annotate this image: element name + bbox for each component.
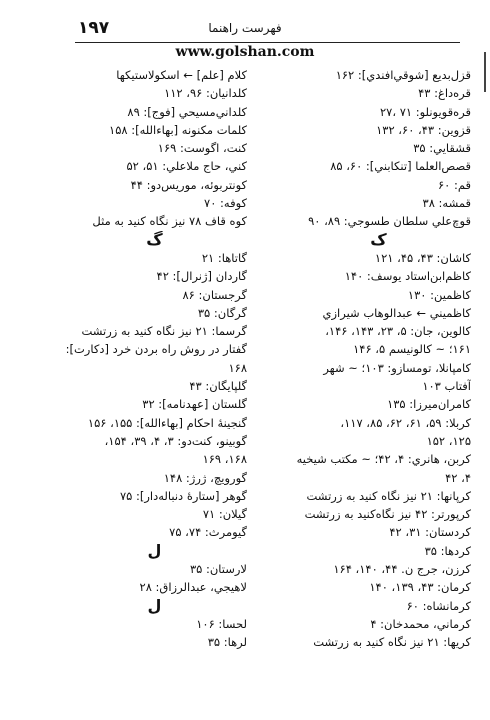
index-entry: گرسما: ۲۱ نيز نگاه كنيد به زرتشت [81, 324, 247, 339]
header-divider [75, 42, 460, 43]
index-entry: گلستان [عهدنامه]: ۳۲ [142, 397, 247, 412]
site-url: www.golshan.com [175, 44, 315, 60]
index-entry: كامپانلا، تومسازو: ۱۰۳؛ ~ شهر [323, 360, 471, 375]
index-entry: كردها: ۳۵ [424, 543, 471, 558]
index-entry: كرمان: ۴۳، ۱۳۹، ۱۴۰ [369, 580, 471, 595]
index-entry: گوبينو، كنت‌دو: ۳، ۴، ۳۹، ۱۵۴، [104, 433, 247, 448]
index-entry: ۱۶۱؛ ~ كالونيسم ۵، ۱۴۶ [353, 342, 471, 357]
index-entry: كنت، اگوست: ۱۶۹ [157, 141, 247, 156]
index-entry: گيومرث: ۷۴، ۷۵ [169, 525, 247, 540]
index-entry: كرماني، محمدخان: ۴ [370, 616, 471, 631]
index-entry: گلپايگان: ۴۳ [189, 379, 247, 394]
index-entry: قزل‌بديع [شوقي‌افندي]: ۱۶۲ [335, 68, 471, 82]
index-column-right [286, 66, 471, 652]
index-entry: كني، حاج ملاعلي: ۵۱، ۵۲ [126, 159, 247, 174]
index-letter-heading: ل [147, 596, 162, 615]
index-entry: كاظميني ← عبدالوهاب شيرازي [322, 305, 471, 320]
index-entry: ۱۶۸ [228, 360, 247, 375]
index-entry: ۴، ۴۲ [445, 470, 471, 485]
index-entry: كالوين، جان: ۵، ۲۳، ۱۴۳، ۱۴۶، [325, 324, 471, 339]
index-entry: كاشان: ۴۳، ۴۵، ۱۲۱ [374, 250, 471, 265]
index-entry: لرها: ۳۵ [207, 635, 247, 650]
index-entry: قصص‌العلما [تنكابني]: ۶۰، ۸۵ [330, 159, 471, 174]
index-entry: قشقايي: ۳۵ [413, 141, 471, 156]
index-entry: كونتربوئه، موريس‌دو: ۴۴ [130, 177, 247, 192]
index-entry: قمشه: ۳۸ [422, 196, 471, 211]
index-entry: كريها: ۲۱ نيز نگاه كنيد به زرتشت [313, 635, 471, 650]
index-letter-heading: گ [146, 230, 163, 249]
index-letter-heading: ک [370, 230, 387, 249]
index-entry: كاظمين: ۱۳۰ [407, 287, 471, 302]
index-entry: كردستان: ۳۱، ۴۲ [389, 525, 471, 540]
index-entry: گنجينهٔ احكام [بهاءالله]: ۱۵۵، ۱۵۶ [87, 415, 247, 430]
index-entry: كلداني‌مسيحي [فوج]: ۸۹ [127, 104, 247, 119]
index-entry: گوهر [ستارهٔ دنباله‌دار]: ۷۵ [119, 488, 247, 503]
index-entry: كامران‌ميرزا: ۱۳۵ [387, 397, 471, 412]
index-column-left [62, 66, 247, 652]
index-entry: ۱۲۵، ۱۵۲ [426, 433, 471, 448]
index-entry: گرگان: ۳۵ [197, 305, 247, 320]
index-entry: ۱۶۸، ۱۶۹ [202, 452, 247, 467]
index-entry: كرپورتر: ۴۲ نيز نگاه‌كنيد به زرتشت [304, 507, 471, 522]
index-entry: گاتاها: ۲۱ [201, 250, 247, 265]
index-entry: قزوين: ۴۳، ۶۰، ۱۳۲ [376, 122, 471, 137]
page-number: ۱۹۷ [78, 18, 110, 38]
index-entry: قره‌داغ: ۴۳ [418, 86, 471, 101]
index-entry: لارستان: ۳۵ [189, 562, 247, 577]
index-entry: قوچ‌علي سلطان طسوجي: ۸۹، ۹۰ [308, 214, 471, 229]
index-entry: كربلا: ۵۹، ۶۱، ۶۲، ۸۵، ۱۱۷، [340, 415, 471, 430]
index-entry: قره‌قويونلو: ۷۱ ،۲۷ [379, 104, 471, 119]
index-entry: آفتاب ۱۰۳ [422, 379, 471, 394]
margin-mark [484, 52, 486, 92]
index-entry: كوه قاف ۷۸ نيز نگاه كنيد به مثل [92, 214, 247, 229]
index-entry: لحسا: ۱۰۶ [196, 616, 247, 631]
index-entry: كربن، هانري: ۴، ۴۲؛ ~ مكتب شيخيه [296, 452, 471, 467]
index-entry: گرجستان: ۸۶ [182, 287, 247, 302]
index-entry: كرزن، جرج ن. ۴۴، ۱۴۰، ۱۶۴ [333, 562, 471, 577]
index-letter-heading: ل [147, 541, 162, 560]
index-entry: كرپانها: ۲۱ نيز نگاه كنيد به زرتشت [306, 488, 471, 503]
index-entry: كوفه: ۷۰ [204, 196, 247, 211]
page-header [0, 18, 490, 42]
index-entry: گاردان [ژنرال]: ۴۲ [156, 269, 247, 284]
index-entry: گفتار در روش راه بردن خرد [دكارت]: [65, 342, 247, 357]
running-title: فهرست راهنما [208, 21, 282, 35]
index-entry: لاهيجي، عبدالرزاق: ۲۸ [139, 580, 247, 595]
index-entry: كلام [علم] ← اسكولاستيكها [116, 68, 247, 82]
index-entry: كاظم‌ابن‌استاد يوسف: ۱۴۰ [344, 269, 471, 284]
index-entry: گيلان: ۷۱ [202, 507, 247, 522]
index-entry: كلمات مكنونه [بهاءالله]: ۱۵۸ [109, 122, 247, 137]
index-entry: گورويچ، ژرژ: ۱۴۸ [163, 470, 247, 485]
index-entry: كلدانيان: ۹۶، ۱۱۲ [164, 86, 247, 101]
index-entry: كرمانشاه: ۶۰ [406, 598, 471, 613]
index-entry: قم: ۶۰ [437, 177, 471, 192]
